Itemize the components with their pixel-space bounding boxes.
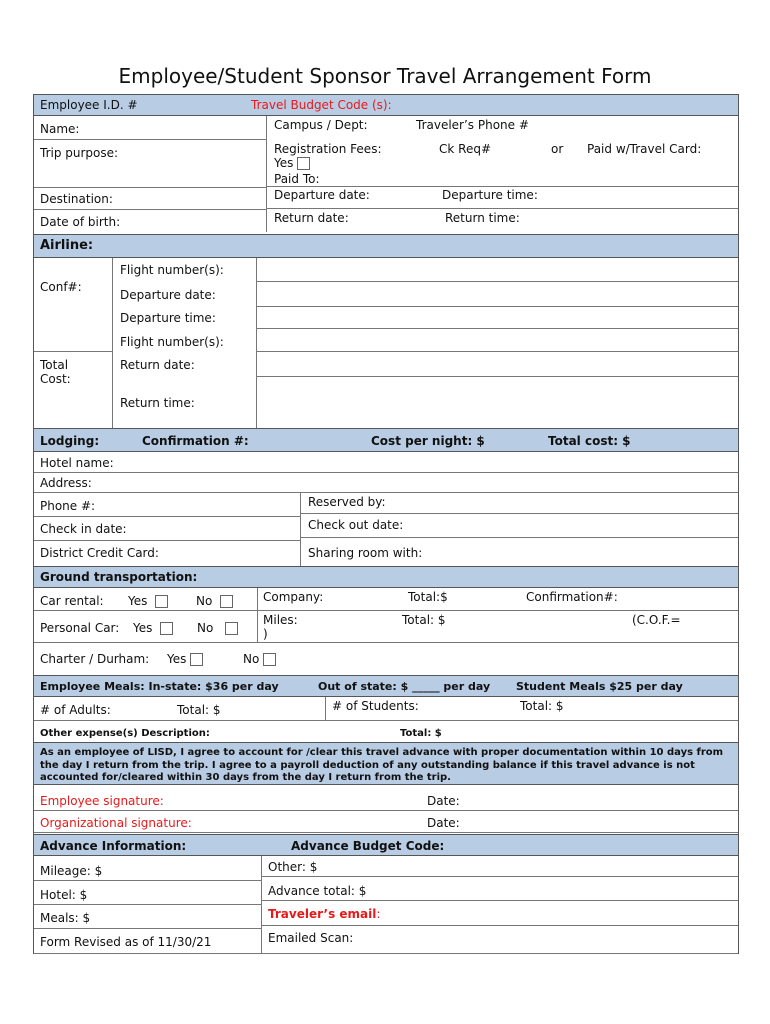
adults-label: # of Adults: — [40, 703, 111, 717]
student-meals-label: Student Meals $25 per day — [516, 680, 683, 693]
or-label: or — [551, 142, 564, 156]
traveler-email-colon: : — [376, 907, 381, 921]
return-date-label: Return date: — [274, 211, 349, 225]
advance-budget-code-label: Advance Budget Code: — [291, 839, 445, 853]
company-label: Company: — [263, 590, 324, 604]
total-cost-label: Total Cost: — [40, 358, 71, 386]
reg-yes-checkbox[interactable] — [297, 157, 310, 170]
other-expense-label: Other expense(s) Description: — [40, 728, 210, 739]
employee-signature-label: Employee signature: — [40, 794, 164, 808]
charter-yes-checkbox[interactable] — [190, 653, 203, 666]
traveler-email — [268, 907, 380, 921]
airline-heading: Airline: — [40, 238, 94, 253]
campus-label: Campus / Dept: — [274, 118, 368, 132]
advance-meals-label: Meals: $ — [40, 911, 91, 925]
students-label: # of Students: — [332, 699, 419, 713]
hotel-name-label: Hotel name: — [40, 456, 114, 470]
out-of-state-label: Out of state: $ _____ per day — [318, 680, 491, 693]
reg-yes-option — [274, 156, 310, 170]
personal-car-no — [197, 621, 238, 635]
trip-purpose-label: Trip purpose: — [40, 146, 119, 160]
organizational-date-label: Date: — [427, 816, 460, 830]
name-label: Name: — [40, 122, 80, 136]
miles-paren: ) — [263, 627, 268, 641]
personal-car-no-label: No — [197, 621, 214, 635]
lodging-heading: Lodging: — [40, 434, 100, 448]
agreement-text: As an employee of LISD, I agree to account for /clear this travel advance with proper documentation within 10 days from the day I return from the trip. I agree to a payroll deduction of any outstanding balance if this travel advance is not accounted for/cleared within 30 days from the day I return from the trip. — [40, 747, 724, 783]
paid-to-label: Paid To: — [274, 172, 320, 186]
cof-label: (C.O.F.= — [632, 613, 681, 627]
other-total-label: Total: $ — [400, 728, 442, 739]
charter-no-checkbox[interactable] — [263, 653, 276, 666]
employee-meals-label: Employee Meals: In-state: $36 per day — [40, 680, 279, 693]
budget-code-label: Travel Budget Code (s): — [251, 98, 392, 112]
advance-hotel-label: Hotel: $ — [40, 888, 88, 902]
personal-car-no-checkbox[interactable] — [225, 622, 238, 635]
car-rental-no — [196, 594, 233, 608]
address-label: Address: — [40, 476, 92, 490]
check-in-label: Check in date: — [40, 522, 127, 536]
departure-date-label: Departure date: — [274, 188, 370, 202]
lodging-phone-label: Phone #: — [40, 499, 96, 513]
car-confirmation-label: Confirmation#: — [526, 590, 618, 604]
credit-card-label: District Credit Card: — [40, 546, 159, 560]
car-total-label: Total:$ — [408, 590, 448, 604]
car-rental-label: Car rental: — [40, 594, 104, 608]
lodging-total-cost-label: Total cost: $ — [548, 434, 631, 448]
miles-total-label: Total: $ — [402, 613, 446, 627]
personal-car-yes — [133, 621, 173, 635]
paid-travel-card-label: Paid w/Travel Card: — [587, 142, 702, 156]
employee-id-label: Employee I.D. # — [40, 98, 138, 112]
return-flight-number-label: Flight number(s): — [120, 335, 224, 349]
car-rental-yes — [128, 594, 168, 608]
charter-yes-label: Yes — [167, 652, 187, 666]
personal-car-label: Personal Car: — [40, 621, 120, 635]
return-time-label: Return time: — [445, 211, 520, 225]
organizational-signature-label: Organizational signature: — [40, 816, 192, 830]
car-rental-no-label: No — [196, 594, 213, 608]
personal-car-yes-checkbox[interactable] — [160, 622, 173, 635]
airline-band — [34, 234, 738, 258]
miles-label: Miles: — [263, 613, 298, 627]
personal-car-yes-label: Yes — [133, 621, 153, 635]
advance-other-label: Other: $ — [268, 860, 318, 874]
air-return-time-label: Return time: — [120, 396, 195, 410]
air-return-date-label: Return date: — [120, 358, 195, 372]
advance-total-label: Advance total: $ — [268, 884, 367, 898]
ck-req-label: Ck Req# — [439, 142, 491, 156]
charter-no-label: No — [243, 652, 260, 666]
air-departure-time-label: Departure time: — [120, 311, 216, 325]
charter-yes — [167, 652, 203, 666]
conf-label: Conf#: — [40, 280, 82, 294]
registration-fees-label: Registration Fees: — [274, 142, 382, 156]
lodging-confirmation-label: Confirmation #: — [142, 434, 249, 448]
charter-label: Charter / Durham: — [40, 652, 150, 666]
form-title: Employee/Student Sponsor Travel Arrangement Form — [118, 64, 652, 88]
advance-heading: Advance Information: — [40, 839, 187, 853]
traveler-email-label: Traveler’s email — [268, 907, 377, 921]
car-rental-yes-label: Yes — [128, 594, 148, 608]
form-revised-label: Form Revised as of 11/30/21 — [40, 935, 212, 949]
check-out-label: Check out date: — [308, 518, 404, 532]
departure-time-label: Departure time: — [442, 188, 538, 202]
mileage-label: Mileage: $ — [40, 864, 103, 878]
flight-number-label: Flight number(s): — [120, 263, 224, 277]
ground-heading: Ground transportation: — [40, 570, 198, 584]
students-total-label: Total: $ — [520, 699, 564, 713]
phone-label: Traveler’s Phone # — [416, 118, 529, 132]
air-departure-date-label: Departure date: — [120, 288, 216, 302]
employee-date-label: Date: — [427, 794, 460, 808]
cost-per-night-label: Cost per night: $ — [371, 434, 485, 448]
destination-label: Destination: — [40, 192, 113, 206]
car-rental-no-checkbox[interactable] — [220, 595, 233, 608]
sharing-room-label: Sharing room with: — [308, 546, 423, 560]
emailed-scan-label: Emailed Scan: — [268, 931, 354, 945]
reserved-by-label: Reserved by: — [308, 495, 386, 509]
adults-total-label: Total: $ — [177, 703, 221, 717]
dob-label: Date of birth: — [40, 215, 121, 229]
reg-yes-label: Yes — [274, 156, 294, 170]
car-rental-yes-checkbox[interactable] — [155, 595, 168, 608]
charter-no — [243, 652, 276, 666]
travel-form — [33, 94, 739, 954]
